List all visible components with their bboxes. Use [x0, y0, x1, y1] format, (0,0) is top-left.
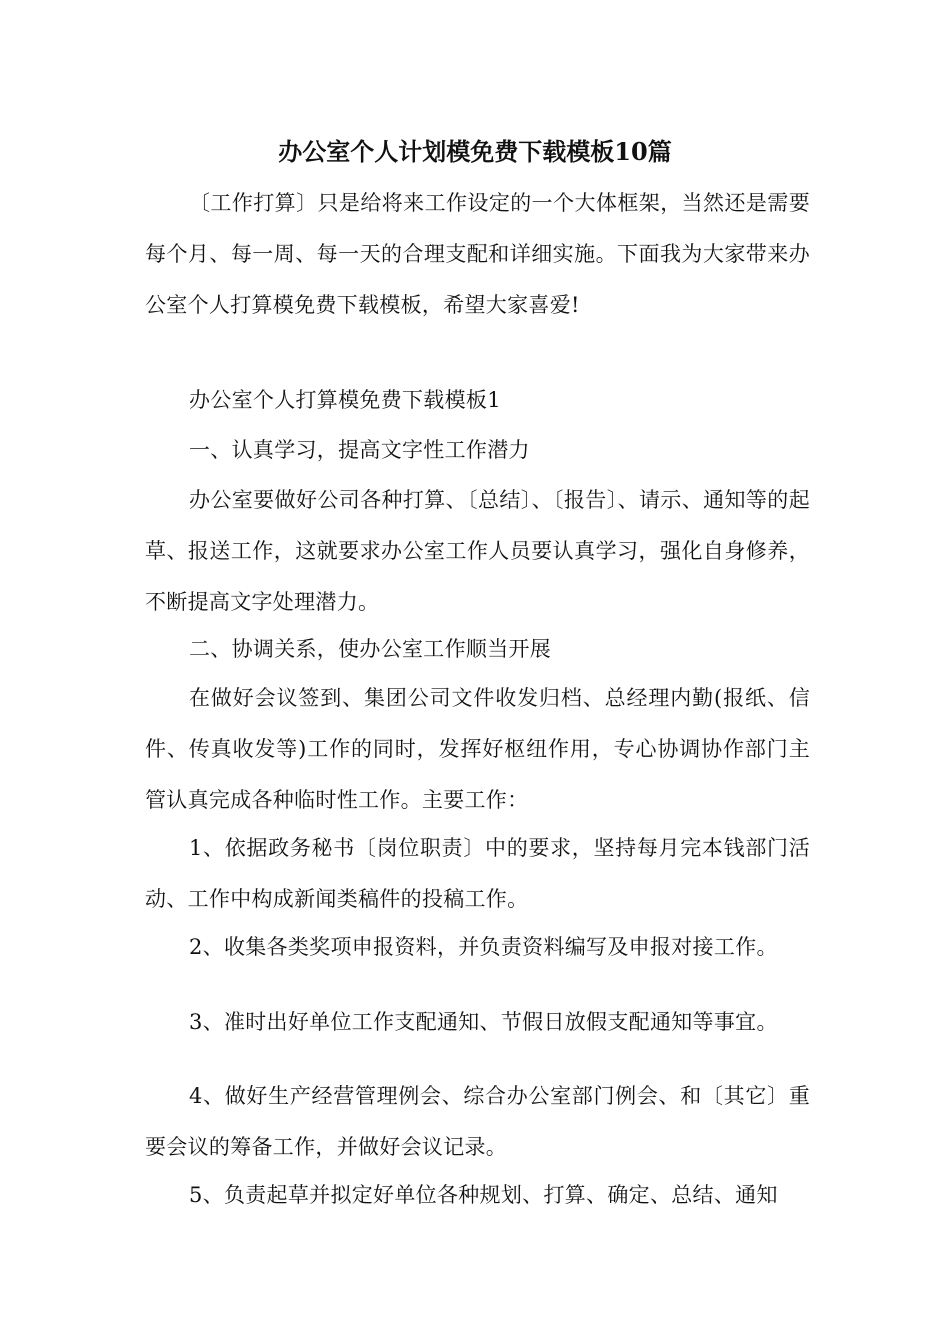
- list-item-3: 3、准时出好单位工作支配通知、节假日放假支配通知等事宜。: [189, 1010, 778, 1034]
- document-title: 办公室个人计划模免费下载模板10篇: [278, 137, 672, 166]
- list-item-4: 4、做好生产经营管理例会、综合办公室部门例会、和〔其它〕重要会议的筹备工作，并做好会议记录。: [145, 1084, 810, 1159]
- section-heading-2: 二、协调关系，使办公室工作顺当开展: [189, 637, 552, 661]
- section-paragraph-2: 在做好会议签到、集团公司文件收发归档、总经理内勤(报纸、信件、传真收发等)工作的同时，发挥好枢纽作用，专心协调协作部门主管认真完成各种临时性工作。主要工作：: [145, 686, 810, 812]
- intro-paragraph: 〔工作打算〕只是给将来工作设定的一个大体框架，当然还是需要每个月、每一周、每一天的合理支配和详细实施。下面我为大家带来办公室个人打算模免费下载模板，希望大家喜爱!: [145, 191, 810, 317]
- section-paragraph-1: 办公室要做好公司各种打算、〔总结〕、〔报告〕、请示、通知等的起草、报送工作，这就要求办公室工作人员要认真学习，强化自身修养，不断提高文字处理潜力。: [145, 488, 810, 614]
- list-item-2: 2、收集各类奖项申报资料，并负责资料编写及申报对接工作。: [189, 935, 778, 959]
- list-item-5: 5、负责起草并拟定好单位各种规划、打算、确定、总结、通知: [189, 1183, 778, 1207]
- list-item-1: 1、依据政务秘书〔岗位职责〕中的要求，坚持每月完本钱部门活动、工作中构成新闻类稿件的投稿工作。: [145, 836, 810, 911]
- section-heading-1: 一、认真学习，提高文字性工作潜力: [189, 438, 530, 462]
- template-heading: 办公室个人打算模免费下载模板1: [189, 388, 501, 412]
